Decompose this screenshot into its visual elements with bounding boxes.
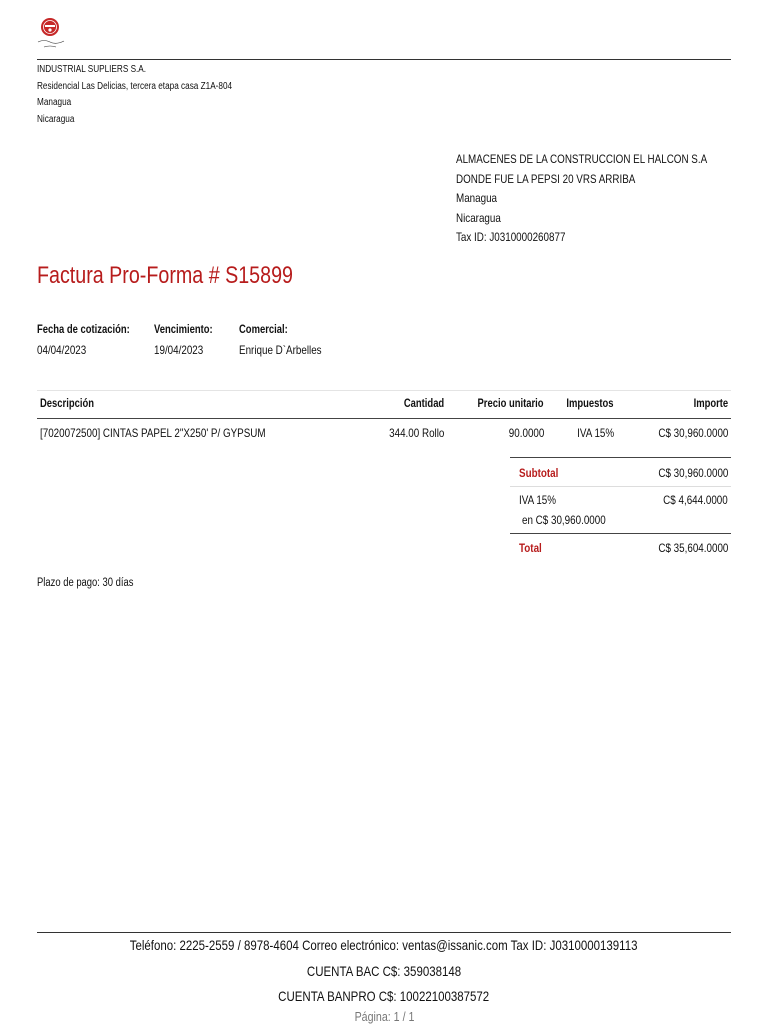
header-quantity: Cantidad [403,398,444,410]
totals-top-divider [510,457,731,458]
footer-divider [37,932,731,933]
company-logo [36,16,72,52]
salesperson-label: Comercial: [239,324,288,336]
header-divider [37,59,731,60]
salesperson-value: Enrique D`Arbelles [239,343,322,357]
row-description: [7020072500] CINTAS PAPEL 2"X250' P/ GYPSUM [40,426,266,440]
tax-base: en C$ 30,960.0000 [522,513,606,527]
tax-value: C$ 4,644.0000 [663,493,728,507]
company-name: INDUSTRIAL SUPLIERS S.A. [37,64,147,75]
company-city: Managua [37,97,72,108]
table-header-divider [37,418,731,419]
company-country: Nicaragua [37,113,75,125]
footer-bank-banpro: CUENTA BANPRO C$: 10022100387572 [278,988,490,1004]
footer-contact: Teléfono: 2225-2559 / 8978-4604 Correo electrónico: ventas@issanic.com Tax ID: J0310000139113 [130,937,638,953]
header-unit-price: Precio unitario [477,398,544,410]
company-address [37,62,275,128]
header-description: Descripción [40,398,94,410]
document-title: Factura Pro-Forma # S15899 [37,262,293,289]
client-name: ALMACENES DE LA CONSTRUCCION EL HALCON S.A [456,152,708,166]
salesperson [239,320,340,360]
row-taxes: IVA 15% [576,426,614,440]
client-address-line: DONDE FUE LA PEPSI 20 VRS ARRIBA [456,171,636,186]
total-value: C$ 35,604.0000 [657,541,728,555]
subtotal-label: Subtotal [519,466,559,480]
row-unit-price: 90.0000 [508,426,544,440]
subtotal-value: C$ 30,960.0000 [657,466,728,480]
footer-bank-bac: CUENTA BAC C$: 359038148 [306,963,462,979]
client-country: Nicaragua [456,210,501,225]
quotation-date-label: Fecha de cotización: [37,324,130,336]
client-city: Managua [456,191,498,205]
table-top-divider [37,390,731,391]
due-date-label: Vencimiento: [154,324,213,336]
client-tax-id: Tax ID: J0310000260877 [456,230,566,244]
client-address [456,150,762,248]
payment-terms: Plazo de pago: 30 días [37,577,134,589]
company-address-line: Residencial Las Delicias, tercera etapa casa Z1A-804 [37,80,233,92]
total-label: Total [519,541,542,555]
header-taxes: Impuestos [566,398,614,410]
total-divider [510,533,731,534]
tax-label: IVA 15% [519,493,557,507]
subtotal-divider [510,486,731,487]
header-amount: Importe [693,398,728,410]
due-date-value: 19/04/2023 [154,343,204,357]
page-number: Página: 1 / 1 [354,1009,414,1024]
quotation-date [37,320,150,360]
quotation-date-value: 04/04/2023 [37,343,87,357]
row-quantity: 344.00 Rollo [388,426,444,440]
row-amount: C$ 30,960.0000 [657,426,728,440]
due-date [154,320,226,360]
